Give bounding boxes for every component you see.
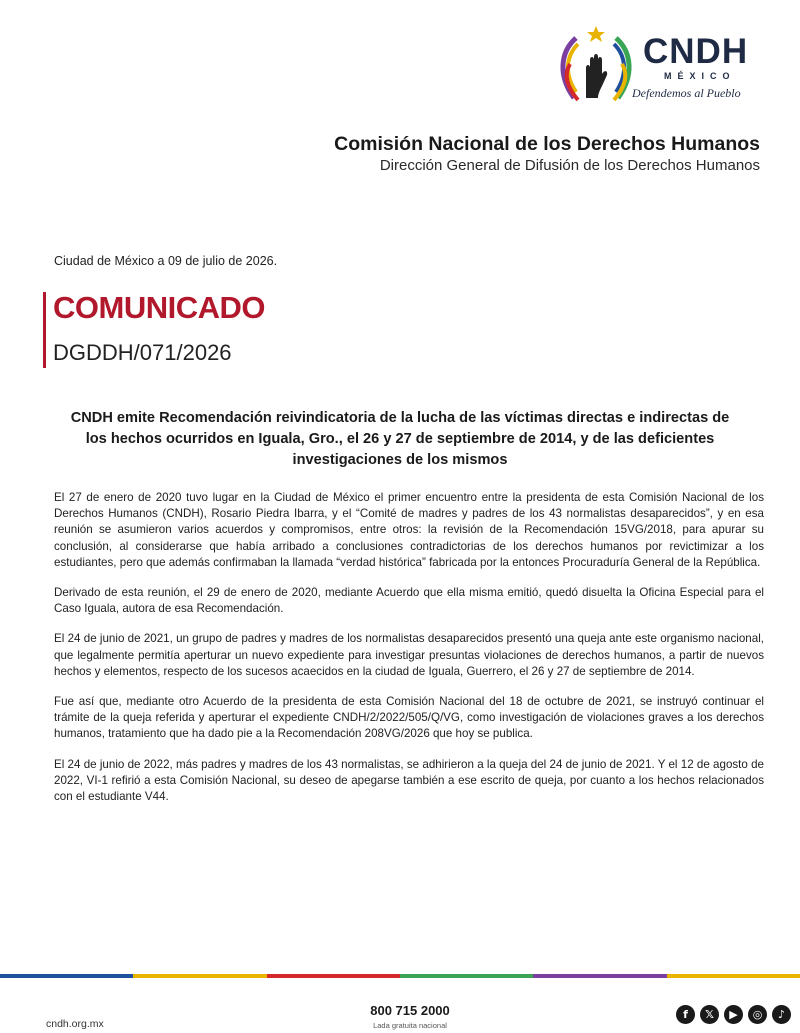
stripe-segment	[267, 974, 400, 978]
paragraph: El 24 de junio de 2021, un grupo de padres y madres de los normalistas desaparecidos presentó una queja ante este organismo nacional, que legalmente permitía aperturar un nuevo expediente para investigar presuntas violaciones de derechos humanos, a partir de nuevos hechos y elementos, respecto de los sucesos acaecidos en la ciudad de Iguala, Guerrero, el 26 y 27 de septiembre de 2014.	[54, 632, 764, 678]
cndh-logo	[552, 24, 767, 108]
stripe-segment	[533, 974, 666, 978]
website-link[interactable]: cndh.org.mx	[46, 1018, 104, 1030]
stripe-segment	[0, 974, 133, 978]
social-links	[676, 1005, 791, 1024]
body-text	[54, 490, 764, 819]
department-name: Dirección General de Difusión de los Derechos Humanos	[379, 157, 760, 174]
tiktok-icon[interactable]: ♪	[772, 1005, 791, 1024]
phone-caption: Lada gratuita nacional	[373, 1021, 447, 1030]
accent-bar	[43, 292, 46, 368]
x-icon[interactable]: 𝕏	[700, 1005, 719, 1024]
document-code: DGDDH/071/2026	[53, 340, 232, 365]
date-line: Ciudad de México a 09 de julio de 2026.	[54, 254, 278, 268]
stripe-segment	[667, 974, 800, 978]
phone-number: 800 715 2000	[370, 1003, 450, 1018]
paragraph: El 24 de junio de 2022, más padres y madres de los 43 normalistas, se adhirieron a la queja del 24 de junio de 2021. Y el 12 de agosto de 2022, VI-1 refirió a esta Comisión Nacional, su deseo de apegarse también a ese escrito de queja, por cuanto a los hechos relacionados con el estudiante V44.	[54, 757, 764, 804]
logo-acronym: CNDH	[643, 32, 749, 71]
paragraph: Derivado de esta reunión, el 29 de enero de 2020, mediante Acuerdo que ella misma emitió, quedó disuelta la Oficina Especial para el Caso Iguala, autora de esa Recomendación.	[54, 586, 764, 616]
youtube-icon[interactable]: ▶	[724, 1005, 743, 1024]
stripe-segment	[400, 974, 533, 978]
stripe-segment	[133, 974, 266, 978]
raised-hand-emblem-icon	[552, 24, 640, 108]
paragraph: Fue así que, mediante otro Acuerdo de la presidenta de esta Comisión Nacional del 18 de octubre de 2021, se instruyó continuar el trámite de la queja referida y aperturar el expediente CNDH/2/2022/505/Q/VG, como investigación de violaciones graves a los derechos humanos, tratamiento que ha dado pie a la Recomendación 208VG/2026 que hoy se publica.	[54, 695, 764, 741]
document-type-label: COMUNICADO	[53, 290, 265, 325]
headline: CNDH emite Recomendación reivindicatoria de la lucha de las víctimas directas e indirectas de los hechos ocurridos en Iguala, Gro., el 26 y 27 de septiembre de 2014, y de las deficientes investigaciones de los mismos	[70, 410, 730, 468]
facebook-icon[interactable]: f	[676, 1005, 695, 1024]
instagram-icon[interactable]: ◎	[748, 1005, 767, 1024]
paragraph: El 27 de enero de 2020 tuvo lugar en la Ciudad de México el primer encuentro entre la presidenta de esta Comisión Nacional de los Derechos Humanos (CNDH), Rosario Piedra Ibarra, y el “Comité de madres y padres de los 43 normalistas desaparecidos”, y en esa reunión se asumieron varios acuerdos y compromisos, entre otros: la revisión de la Recomendación 15VG/2018, para apurar su conclusión, al considerarse que había arribado a conclusiones contradictorias de los derechos humanos por revictimizar a los estudiantes, pero que además confirmaban la llamada “verdad histórica” fabricada por la entonces Procuraduría General de la República.	[54, 491, 764, 569]
logo-slogan: Defendemos al Pueblo	[632, 86, 741, 100]
footer-color-stripe	[0, 974, 800, 978]
organization-name: Comisión Nacional de los Derechos Humanos	[334, 133, 760, 155]
logo-country: MÉXICO	[664, 71, 736, 81]
